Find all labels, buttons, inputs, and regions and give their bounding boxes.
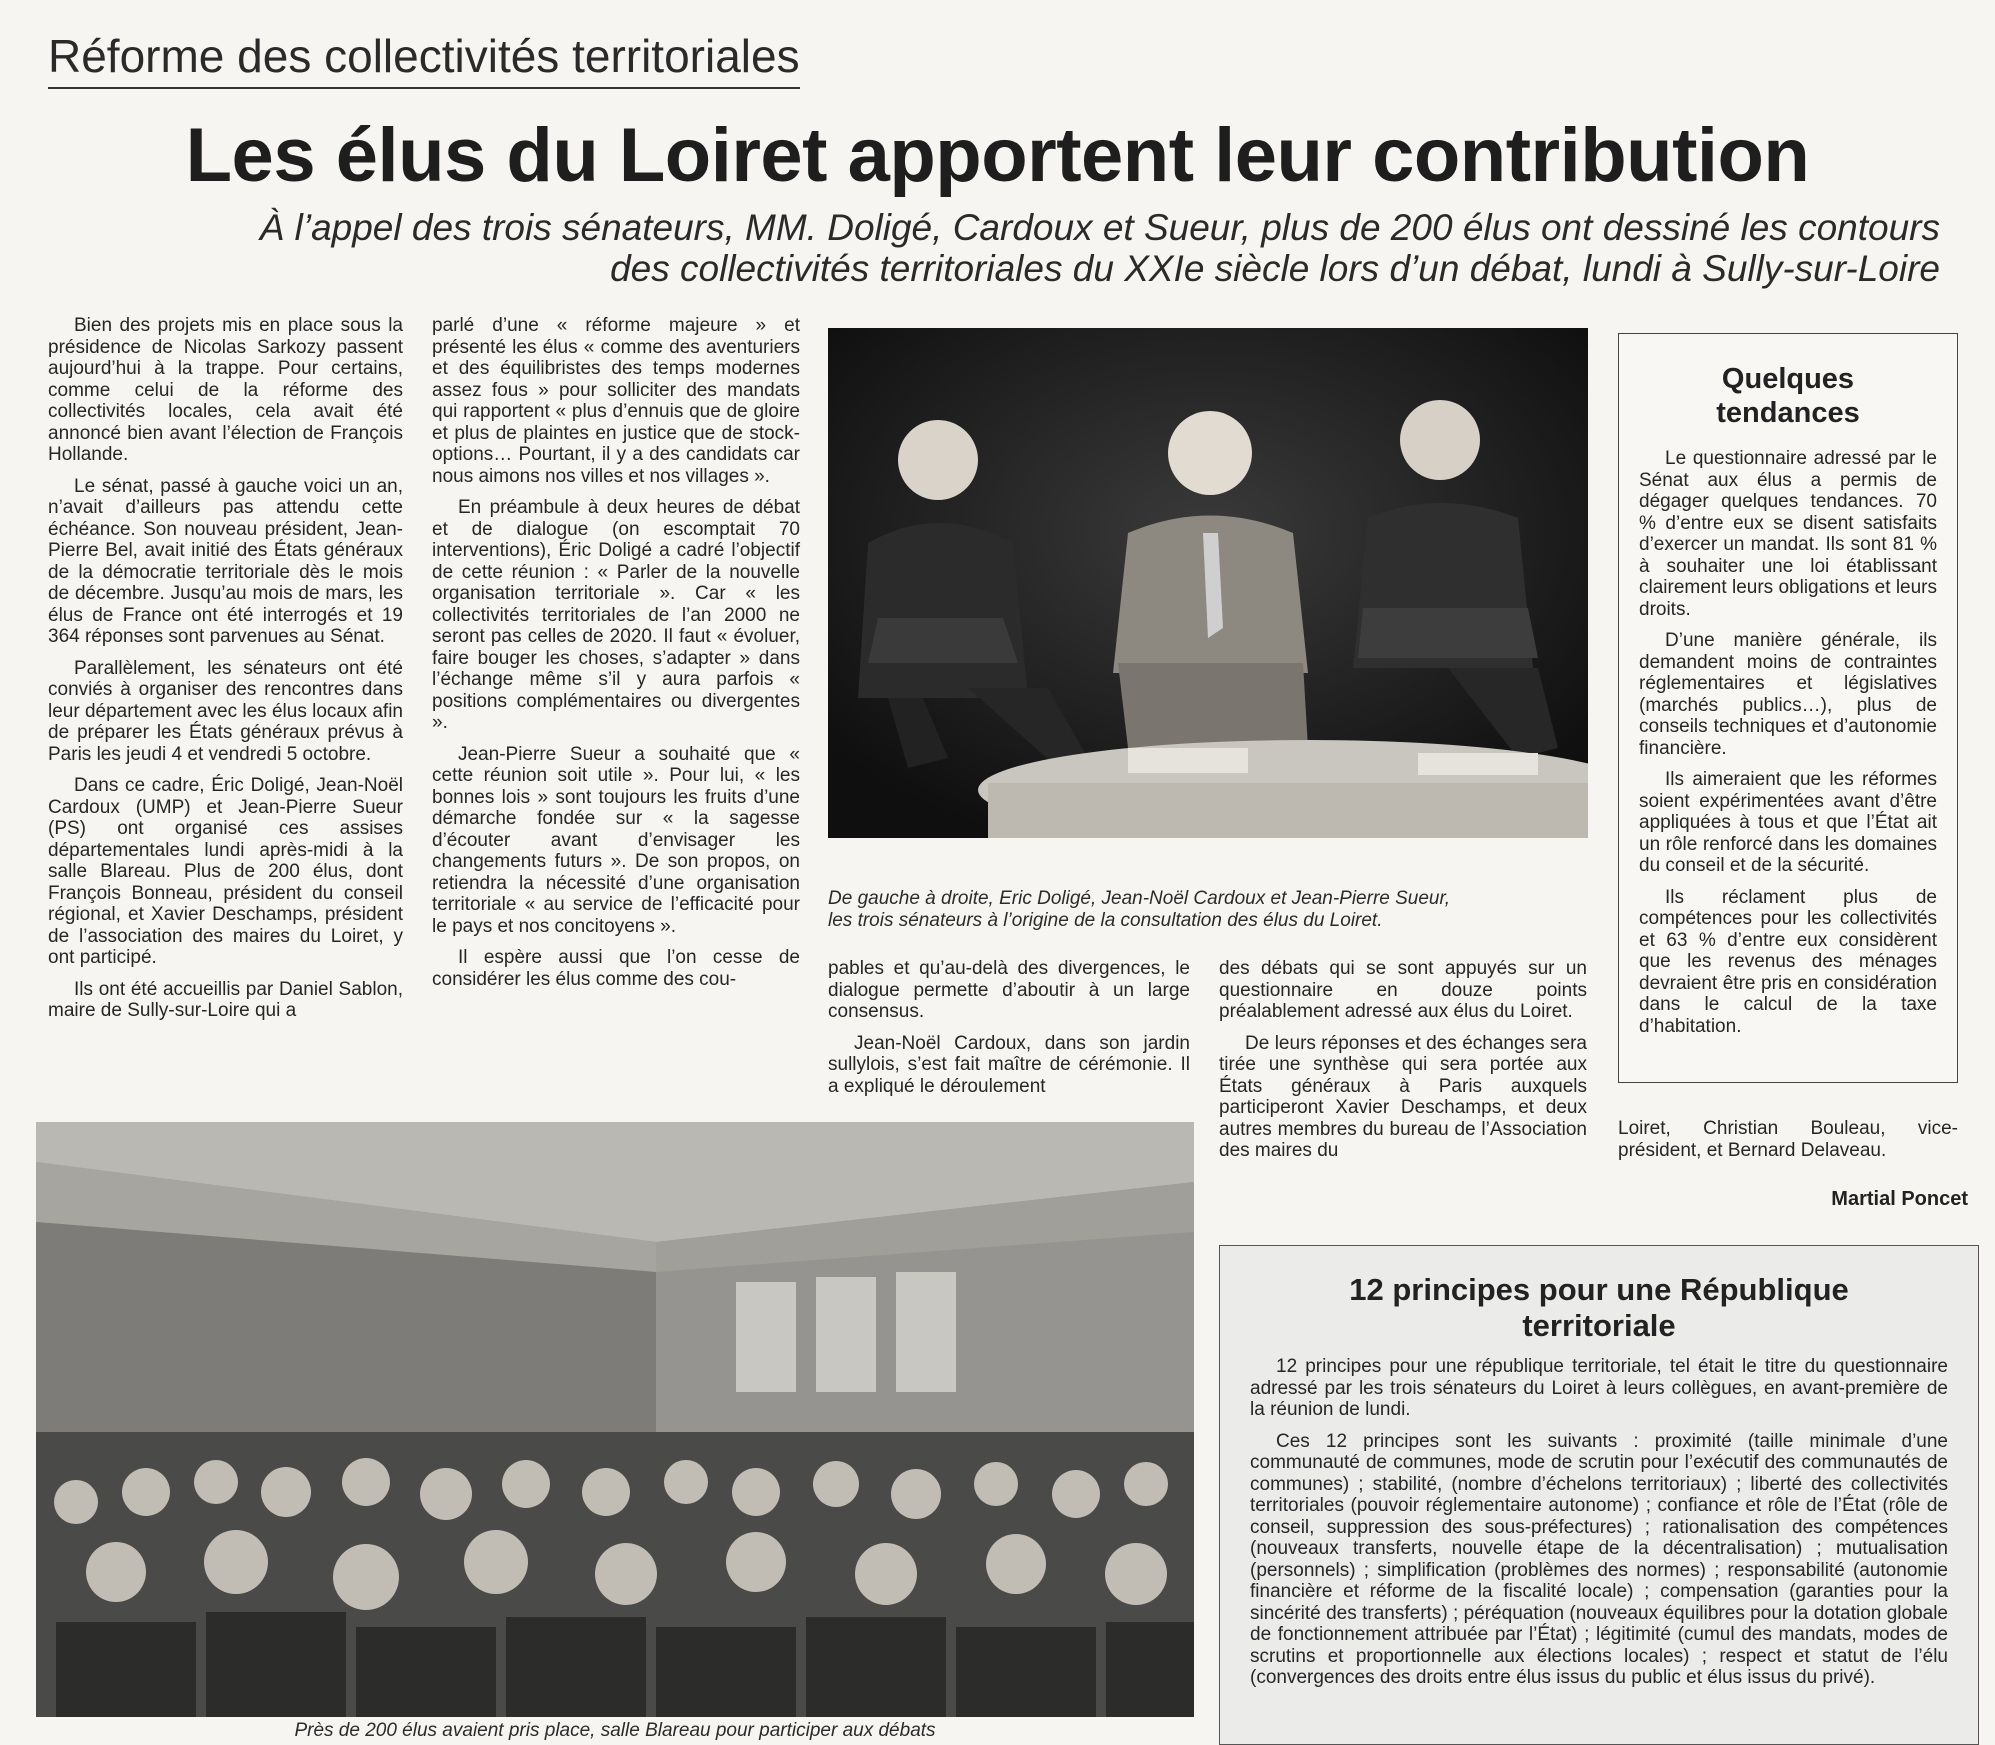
subhead-line-1: À l’appel des trois sénateurs, MM. Doligé, Cardoux et Sueur, plus de 200 élus ont dessiné les contours bbox=[259, 207, 1940, 248]
article-column-3 bbox=[828, 958, 1190, 1107]
paragraph: Le sénat, passé à gauche voici un an, n’avait d’ailleurs pas attendu cette échéance. Son nouveau président, Jean-Pierre Bel, avait initié des États généraux de la démocratie territoriale dès le mois de décembre. Jusqu’au mois de mars, les élus de France ont été interrogés et 19 364 réponses sont parvenues au Sénat. bbox=[48, 475, 403, 647]
section-kicker: Réforme des collectivités territoriales bbox=[48, 30, 800, 89]
byline: Martial Poncet bbox=[1831, 1188, 1968, 1210]
paragraph: des débats qui se sont appuyés sur un questionnaire en douze points préalablement adressé aux élus du Loiret. bbox=[1219, 958, 1587, 1022]
paragraph: Ils réclament plus de compétences pour les collectivités et 63 % d’entre eux considèrent que les revenus des ménages devraient être pris en considération dans le calcul de la taxe d’habitation. bbox=[1639, 886, 1937, 1037]
article-column-5 bbox=[1618, 1118, 1958, 1171]
paragraph: Ces 12 principes sont les suivants : proximité (taille minimale d’une communauté de communes, mode de scrutin pour l’exécutif des communautés de communes) ; stabilité, (nombre d’échelons territoriaux) ; liberté des collectivités territoriales (pouvoir réglementaire autonome) ; confiance et rôle de l’État (rôle de conseil, suppression des sous-préfectures) ; rationalisation des compétences (nouveaux transferts, nouvelle étape de la décentralisation) ; mutualisation (personnels) ; simplification (problèmes des normes) ; responsabilité (autonomie financière et réforme de la fiscalité locale) ; compensation (garanties pour la sincérité des transferts) ; péréquation (nouveaux équilibres pour la dotation globale de fonctionnement attribuée par l’État) ; légitimité (cumul des mandats, modes de scrutins et proportionnelle aux élections locales) ; respect et statut de l’élu (convergences des droits entre élus issus du public et élus issus du privé). bbox=[1250, 1430, 1948, 1688]
caption-line-2: les trois sénateurs à l’origine de la consultation des élus du Loiret. bbox=[828, 910, 1383, 931]
paragraph: Loiret, Christian Bouleau, vice-président, et Bernard Delaveau. bbox=[1618, 1118, 1958, 1161]
title-line-1: 12 principes pour une République bbox=[1349, 1272, 1849, 1307]
paragraph: Jean-Pierre Sueur a souhaité que « cette réunion soit utile ». Pour lui, « les bonnes lois » sont toujours les fruits d’une démarche fondée sur « la sagesse d’écouter avant d’envisager les changements futurs ». De son propos, on retiendra la nécessité d’une organisation territoriale « au service de l’efficacité pour le pays et nos concitoyens ». bbox=[432, 743, 800, 937]
audience-photo-caption: Près de 200 élus avaient pris place, salle Blareau pour participer aux débats bbox=[294, 1720, 936, 1741]
sidebar-tendances bbox=[1618, 333, 1958, 1083]
caption-line-1: De gauche à droite, Eric Doligé, Jean-Noël Cardoux et Jean-Pierre Sueur, bbox=[828, 888, 1451, 909]
senators-photo bbox=[828, 328, 1588, 838]
headline: Les élus du Loiret apportent leur contribution bbox=[185, 113, 1810, 198]
paragraph: D’une manière générale, ils demandent moins de contraintes réglementaires et législatives (marchés publics…), plus de conseils techniques et d’autonomie financière. bbox=[1639, 630, 1937, 759]
article-column-1 bbox=[48, 315, 403, 1032]
title-line-1: Quelques bbox=[1721, 363, 1855, 395]
paragraph: Jean-Noël Cardoux, dans son jardin sullylois, s’est fait maître de cérémonie. Il a expliqué le déroulement bbox=[828, 1032, 1190, 1097]
subheadline bbox=[40, 208, 1940, 289]
paragraph: Ils aimeraient que les réformes soient expérimentées avant d’être appliquées à tous et que l’État ait un rôle renforcé dans les domaines du conseil et de la sécurité. bbox=[1639, 769, 1937, 876]
paragraph: parlé d’une « réforme majeure » et présenté les élus « comme des aventuriers et des équilibristes des temps modernes assez fous » pour solliciter des mandats qui rapportent « plus d’ennuis que de gloire et plus de plaintes en justice que de stock-options… Pourtant, il y a des candidats car nous aimons nos villes et nos villages ». bbox=[432, 315, 800, 487]
paragraph: Dans ce cadre, Éric Doligé, Jean-Noël Cardoux (UMP) et Jean-Pierre Sueur (PS) ont organisé ces assises départementales lundi après-midi à la salle Blareau. Plus de 200 élus, dont François Bonneau, président du conseil régional, et Xavier Deschamps, président de l’association des maires du Loiret, y ont participé. bbox=[48, 775, 403, 968]
audience-photo bbox=[36, 1122, 1194, 1717]
title-line-2: territoriale bbox=[1522, 1308, 1676, 1343]
paragraph: Bien des projets mis en place sous la présidence de Nicolas Sarkozy passent aujourd’hui à la trappe. Pour certains, comme celui de la réforme des collectivités locales, cela avait été annoncé bien avant l’élection de François Hollande. bbox=[48, 315, 403, 465]
paragraph: De leurs réponses et des échanges sera tirée une synthèse qui sera portée aux États généraux à Paris auxquels participeront Xavier Deschamps, et deux autres membres du bureau de l’Association des maires du bbox=[1219, 1032, 1587, 1161]
paragraph: Parallèlement, les sénateurs ont été conviés à organiser des rencontres dans leur département avec les élus locaux afin de préparer les États généraux prévus à Paris les jeudi 4 et vendredi 5 octobre. bbox=[48, 657, 403, 765]
paragraph: En préambule à deux heures de débat et de dialogue (on escomptait 70 interventions), Éric Doligé a cadré l’objectif de cette réunion : « Parler de la nouvelle organisation territoriale ». Car « les collectivités territoriales de l’an 2000 ne seront pas celles de 2020. Il faut « évoluer, faire bouger les choses, s’adapter » dans l’échange même s’il y aura parfois « positions complémentaires ou divergentes ». bbox=[432, 497, 800, 733]
senators-photo-caption bbox=[828, 888, 1608, 932]
article-column-4 bbox=[1219, 958, 1587, 1172]
sidebar-principes-body bbox=[1220, 1356, 1978, 1689]
sidebar-principes bbox=[1219, 1245, 1979, 1745]
article-column-2 bbox=[432, 315, 800, 1000]
sidebar-principes-title bbox=[1220, 1272, 1978, 1344]
paragraph: Il espère aussi que l’on cesse de considérer les élus comme des cou- bbox=[432, 947, 800, 990]
subhead-line-2: des collectivités territoriales du XXIe siècle lors d’un débat, lundi à Sully-sur-Loire bbox=[610, 247, 1940, 289]
paragraph: pables et qu’au-delà des divergences, le dialogue permette d’aboutir à un large consensus. bbox=[828, 958, 1190, 1022]
paragraph: Ils ont été accueillis par Daniel Sablon, maire de Sully-sur-Loire qui a bbox=[48, 978, 403, 1021]
sidebar-tendances-body bbox=[1619, 448, 1957, 1037]
audience-photo-illustration bbox=[36, 1122, 1194, 1717]
sidebar-tendances-title bbox=[1619, 362, 1957, 430]
senators-photo-illustration bbox=[828, 328, 1588, 838]
paragraph: Le questionnaire adressé par le Sénat aux élus a permis de dégager quelques tendances. 70 % d’entre eux se disent satisfaits d’exercer un mandat. Ils sont 81 % à souhaiter une loi établissant clairement leurs obligations et leurs droits. bbox=[1639, 448, 1937, 620]
title-line-2: tendances bbox=[1716, 397, 1860, 429]
paragraph: 12 principes pour une république territoriale, tel était le titre du questionnaire adressé par les trois sénateurs du Loiret à leurs collègues, en avant-première de la réunion de lundi. bbox=[1250, 1356, 1948, 1420]
